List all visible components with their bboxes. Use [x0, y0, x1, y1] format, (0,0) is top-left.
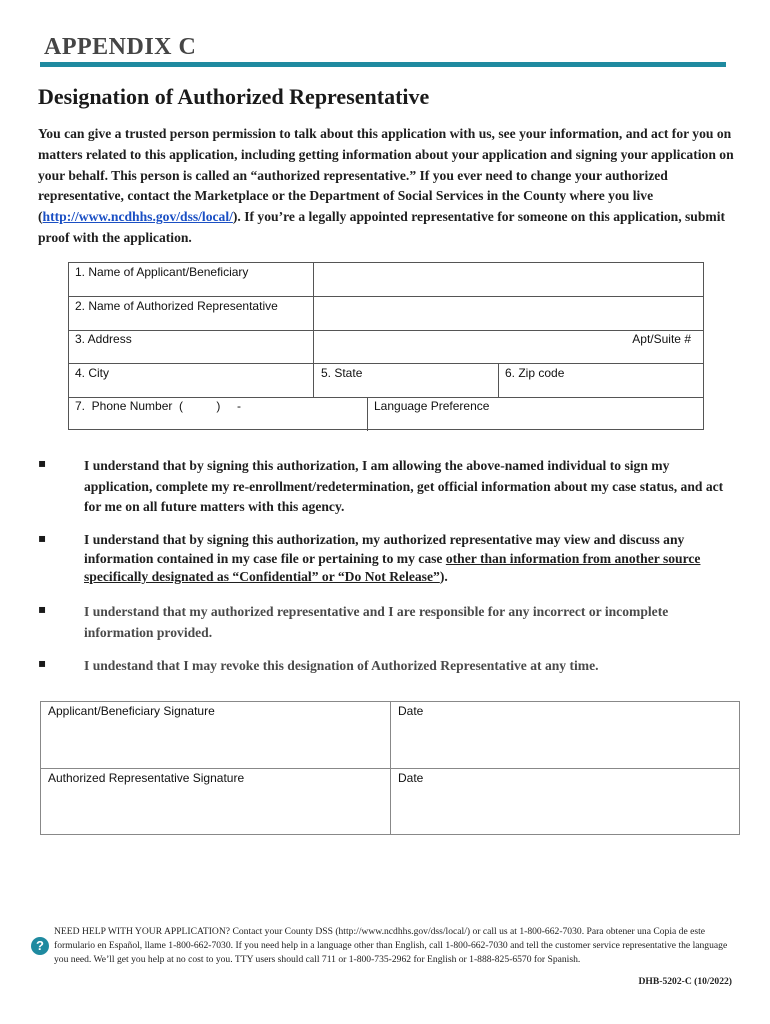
rep-name-label: 2. Name of Authorized Representative: [75, 299, 278, 313]
applicant-name-label: 1. Name of Applicant/Beneficiary: [75, 265, 249, 279]
applicant-date-label: Date: [398, 704, 424, 718]
page-title: Designation of Authorized Representative: [38, 84, 430, 109]
help-contact-text: NEED HELP WITH YOUR APPLICATION? Contact your County DSS (http://www.ncdhhs.gov/dss/local/) or call us at 1-800-662-7030. Para obtener una Copia de este formulario en Español, llame 1-800-662-7030. If you need help in a language other than English, call 1-800-662-7030 and tell the customer service representative the language you need. We’ll get you help at no cost to you. TTY users should call 711 or 1-800-735-2962 for English or 1-888-825-6570 for Spanish.: [54, 926, 728, 965]
phone-number-field[interactable]: [69, 398, 367, 431]
statement-text: I understand that by signing this authorization, I am allowing the above-named individual to sign my application, complete my re-enrollment/redetermination, get official information about my case status, and act for me on all future matters with this agency.: [84, 458, 724, 514]
form-row-phone-language: [69, 398, 703, 431]
appendix-heading: APPENDIX C: [44, 34, 197, 60]
rep-signature-row: [41, 769, 739, 834]
address-label: 3. Address: [75, 332, 132, 346]
statement-text: I undestand that I may revoke this designation of Authorized Representative at any time.: [84, 658, 599, 673]
bullet-icon: ▪: [38, 656, 47, 670]
statement-text: I understand that my authorized representative and I are responsible for any incorrect or incomplete information provided.: [84, 604, 669, 640]
state-label: 5. State: [321, 366, 363, 380]
form-code: DHB-5202-C (10/2022): [638, 976, 732, 987]
applicant-signature-label: Applicant/Beneficiary Signature: [48, 704, 215, 718]
form-row-rep-name: [69, 297, 703, 331]
applicant-signature-field[interactable]: [41, 702, 390, 768]
city-label: 4. City: [75, 366, 110, 380]
applicant-date-field[interactable]: [391, 702, 739, 768]
rep-date-field[interactable]: [391, 769, 739, 834]
zip-code-field[interactable]: [499, 364, 703, 397]
applicant-signature-row: [41, 702, 739, 769]
rep-date-label: Date: [398, 771, 424, 785]
form-row-city-state-zip: [69, 364, 703, 398]
signature-table: [40, 701, 740, 835]
bullet-icon: ▪: [38, 531, 47, 545]
form-row-address: [69, 331, 703, 364]
form-row-applicant-name: [69, 263, 703, 297]
statement-text: I understand that by signing this authorization, my authorized representative may view and discuss any information contained in my case file or pertaining to my case other than information from another source specifically designated as “Confidential” or “Do Not Release”).: [84, 532, 701, 584]
phone-number-label: 7. Phone Number ( ) -: [75, 399, 242, 413]
intro-text-end: ). If you’re a legally appointed representative for someone on this application, submit proof with the application.: [38, 209, 726, 245]
city-field[interactable]: [69, 364, 313, 397]
state-field[interactable]: [314, 364, 498, 397]
apt-suite-label: Apt/Suite #: [632, 332, 691, 346]
rep-name-field[interactable]: [314, 297, 703, 330]
confidential-exception: other than information from another source specifically designated as “Confidential” or “Do Not Release”: [84, 550, 701, 584]
applicant-info-form: [68, 262, 704, 430]
rep-signature-field[interactable]: [41, 769, 390, 834]
zip-code-label: 6. Zip code: [505, 366, 565, 380]
bullet-icon: ▪: [38, 456, 47, 470]
applicant-name-field[interactable]: [314, 263, 703, 296]
rep-signature-label: Authorized Representative Signature: [48, 771, 245, 785]
help-icon: ?: [31, 937, 49, 955]
header-divider: [40, 62, 726, 67]
intro-text-start: You can give a trusted person permission to talk about this application with us, see your information, and act for you on matters related to this application, including getting information about your application and signing your application on your behalf. This person is called an “authorized representative.” If you ever need to change your authorized representative, contact the Marketplace or the Department of Social Services in the County where you live (: [38, 126, 734, 225]
intro-paragraph: [38, 124, 738, 249]
language-preference-label: Language Preference: [374, 399, 490, 413]
language-preference-field[interactable]: [368, 398, 703, 431]
dss-local-link[interactable]: http://www.ncdhhs.gov/dss/local/: [42, 209, 233, 225]
bullet-icon: ▪: [38, 602, 47, 616]
